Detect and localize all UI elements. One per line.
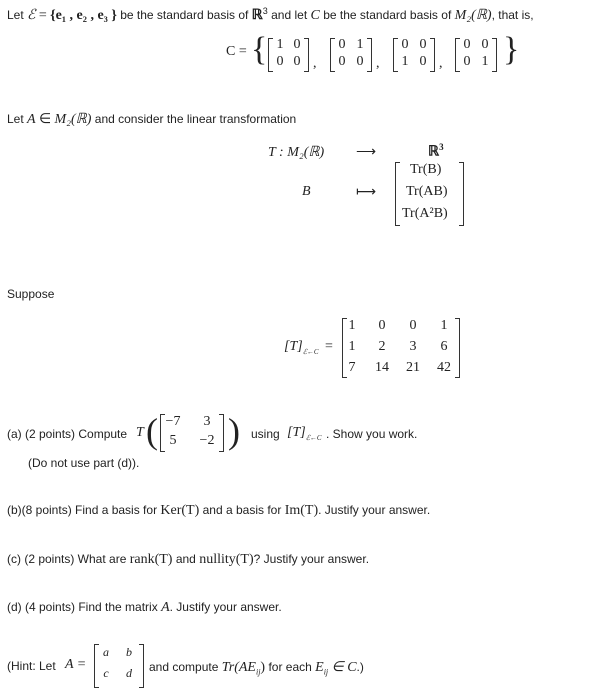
that-is-text: , that is, xyxy=(491,8,534,22)
part-a-text: (a) (2 points) Compute xyxy=(7,427,128,441)
rank-T: rank(T) xyxy=(129,552,173,567)
hint-text: for each xyxy=(268,660,312,674)
hint-rest xyxy=(149,659,364,676)
matrix-T-cell: 21 xyxy=(406,360,420,375)
matrix-T-cell: 14 xyxy=(375,360,389,375)
hint-trace: Tr(AE xyxy=(221,660,256,675)
mapsto-symbol: ⟼ xyxy=(356,185,377,200)
hint-cell: b xyxy=(126,645,132,659)
part-a-cell: −2 xyxy=(199,433,215,448)
hint-subscript: ij xyxy=(323,667,329,677)
part-c-and: and xyxy=(175,552,196,566)
part-c xyxy=(7,552,369,568)
m4-cell: 0 xyxy=(463,37,471,52)
m4-cell: 0 xyxy=(481,37,489,52)
T-bracket: [T] xyxy=(284,339,303,354)
m3-cell: 0 xyxy=(401,37,409,52)
comma: , xyxy=(439,56,443,71)
matrix-T-cell: 42 xyxy=(437,360,451,375)
vector-entry: Tr(B) xyxy=(410,162,442,177)
matrix-T-cell: 0 xyxy=(378,318,386,333)
m2-cell: 0 xyxy=(356,54,364,69)
let-text: Let xyxy=(7,112,24,126)
vector-right-bracket xyxy=(459,162,464,226)
part-a-rest: . Show you work. xyxy=(326,427,418,441)
hint-text: and compute xyxy=(149,660,219,674)
T-definition: T : M₂(ℝ) xyxy=(268,145,325,160)
part-a-right-bracket xyxy=(219,414,224,452)
codomain-sup: 3 xyxy=(439,142,444,152)
part-c-text: (c) (2 points) What are xyxy=(7,552,127,566)
hint-in-C: ∈ C xyxy=(331,660,357,675)
matrix-T-cell: 0 xyxy=(409,318,417,333)
be-std-basis-text: be the standard basis of xyxy=(323,8,452,22)
part-b-text: and a basis for xyxy=(202,503,282,517)
equals-sign: = xyxy=(325,339,333,354)
vector-entry: Tr(A²B) xyxy=(402,206,448,221)
hint-cell: c xyxy=(103,666,109,680)
m1-cell: 0 xyxy=(276,54,284,69)
m3-cell: 0 xyxy=(419,54,427,69)
A-symbol: A xyxy=(27,112,36,127)
part-a-cell: −7 xyxy=(165,414,181,429)
equals-sign: = xyxy=(38,8,47,23)
hint-right-bracket xyxy=(139,644,144,688)
matrix-T-cell: 1 xyxy=(348,318,356,333)
nullity-T: nullity(T) xyxy=(199,552,254,567)
part-a-right-paren: ) xyxy=(228,411,240,451)
R-symbol: ℝ xyxy=(251,8,263,23)
im-T: Im(T) xyxy=(284,503,319,518)
comma: , xyxy=(376,56,380,71)
m4-cell: 1 xyxy=(481,54,489,69)
matrix-T-cell: 3 xyxy=(409,339,417,354)
suppose-text: Suppose xyxy=(7,287,55,301)
hint-cell: d xyxy=(126,666,132,680)
arrow-symbol: ⟶ xyxy=(356,145,377,160)
part-b-text: (b)(8 points) Find a basis for xyxy=(7,503,158,517)
and-let-text: and let xyxy=(271,8,308,22)
linear-intro-line xyxy=(7,111,296,128)
hint-text: (Hint: Let xyxy=(7,659,56,673)
R-superscript: 3 xyxy=(262,6,268,16)
hint-cell: a xyxy=(103,645,109,659)
vector-left-bracket xyxy=(395,162,400,226)
matrix-T-cell: 1 xyxy=(348,339,356,354)
hint-A-eq: A = xyxy=(65,657,87,672)
part-c-text: ? Justify your answer. xyxy=(253,552,370,566)
hint-close-paren: ) xyxy=(260,660,266,675)
hint-subscript: ij xyxy=(255,667,261,677)
intro-line xyxy=(7,6,534,24)
T-subscript: ℰ←C xyxy=(302,347,319,356)
intro-let: Let xyxy=(7,8,24,22)
part-a-left-paren: ( xyxy=(146,411,158,451)
codomain xyxy=(428,142,444,161)
part-d-text: (d) (4 points) Find the matrix xyxy=(7,600,158,614)
hint-end: .) xyxy=(356,660,364,674)
hint-E: E xyxy=(315,660,324,675)
part-d xyxy=(7,600,282,616)
m1-cell: 0 xyxy=(293,37,301,52)
M2R-symbol: M₂(ℝ) xyxy=(454,8,492,23)
basis-C-label: C = xyxy=(226,44,247,59)
part-d-text: . Justify your answer. xyxy=(169,600,282,614)
B-symbol: B xyxy=(302,184,311,199)
part-a-T-bracket: [T] xyxy=(287,425,306,440)
part-a-using: using xyxy=(251,427,280,441)
part-a-T-matrix xyxy=(287,425,322,442)
M2R-symbol: M₂(ℝ) xyxy=(54,112,92,127)
left-brace: { xyxy=(251,31,268,68)
vector-entry: Tr(AB) xyxy=(406,184,448,199)
part-a-T: T xyxy=(136,425,144,440)
matrix-T-cell: 7 xyxy=(348,360,356,375)
matrix-T-cell: 1 xyxy=(440,318,448,333)
matrix-T-cell: 2 xyxy=(378,339,386,354)
linear-intro-rest: and consider the linear transformation xyxy=(94,112,297,126)
matrix-T-cell: 6 xyxy=(440,339,448,354)
part-b xyxy=(7,503,430,519)
part-b-text: . Justify your answer. xyxy=(318,503,431,517)
m3-cell: 1 xyxy=(401,54,409,69)
m1-cell: 0 xyxy=(293,54,301,69)
codomain-R: ℝ xyxy=(428,144,440,160)
be-standard-text: be the standard basis of xyxy=(120,8,249,22)
comma: , xyxy=(313,56,317,71)
m1-cell: 1 xyxy=(276,37,284,52)
m2-cell: 0 xyxy=(338,37,346,52)
basis-vectors: {e₁ , e₂ , e₃ } xyxy=(50,8,117,23)
right-brace: } xyxy=(503,31,520,68)
in-symbol: ∈ xyxy=(38,112,52,127)
part-d-A: A xyxy=(161,600,170,615)
m2-cell: 0 xyxy=(338,54,346,69)
m4-cell: 0 xyxy=(463,54,471,69)
calE-symbol: ℰ xyxy=(27,8,36,23)
matrix-T-right-bracket xyxy=(455,318,460,378)
matrix-T-label xyxy=(284,339,319,356)
m3-cell: 0 xyxy=(419,37,427,52)
part-a-cell: 3 xyxy=(203,414,211,429)
part-a-subscript: ℰ←C xyxy=(305,433,322,442)
m2-cell: 1 xyxy=(356,37,364,52)
C-symbol: C xyxy=(310,8,320,23)
part-a-cell: 5 xyxy=(169,433,177,448)
ker-T: Ker(T) xyxy=(160,503,200,518)
part-a-note: (Do not use part (d)). xyxy=(28,456,140,470)
